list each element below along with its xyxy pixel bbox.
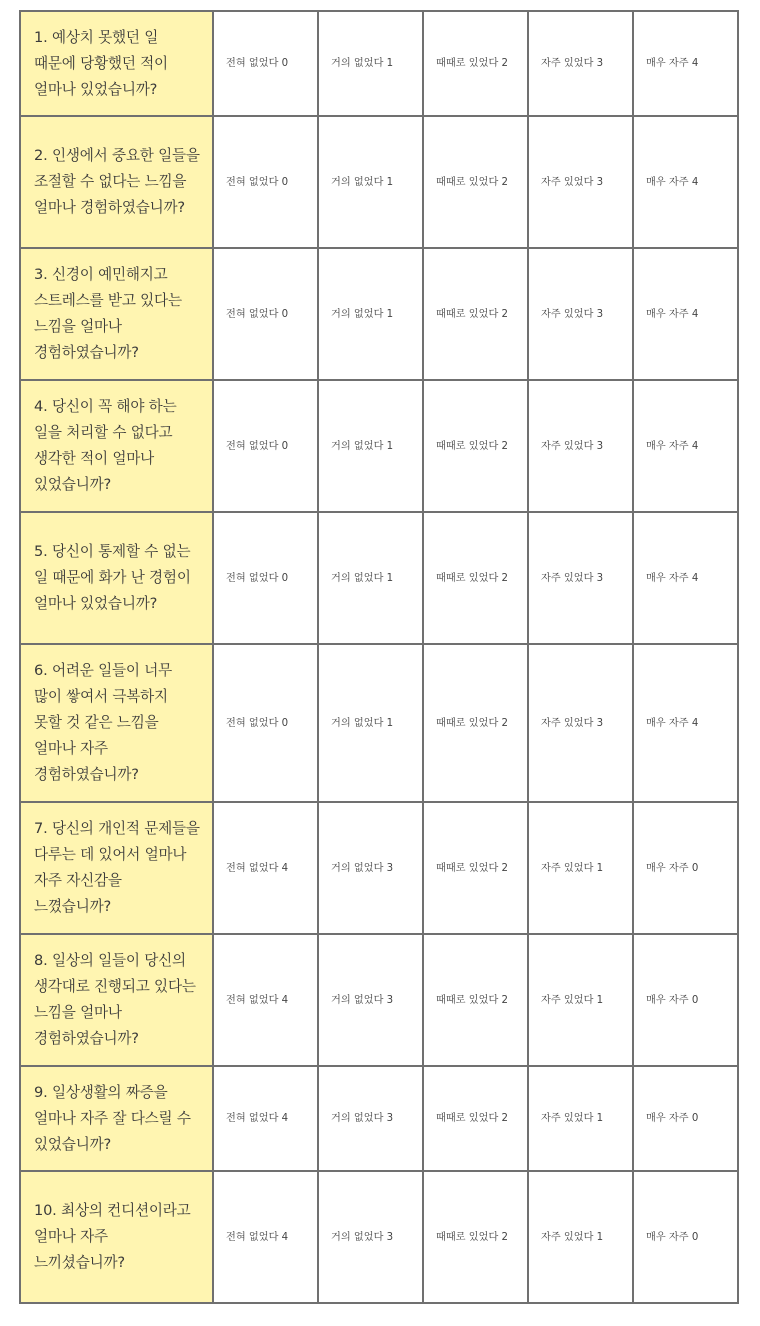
question-text: 6. 어려운 일들이 너무 많이 쌓여서 극복하지 못할 것 같은 느낌을 얼마나 자주 경험하였습니까?: [20, 644, 213, 802]
option-sometimes: 때때로 있었다 2: [423, 934, 528, 1066]
question-row: [20, 802, 738, 934]
question-row: [20, 644, 738, 802]
option-almost-never: 거의 없었다 3: [318, 802, 423, 934]
option-sometimes: 때때로 있었다 2: [423, 1066, 528, 1171]
option-almost-never: 거의 없었다 1: [318, 116, 423, 248]
option-almost-never: 거의 없었다 1: [318, 380, 423, 512]
option-sometimes: 때때로 있었다 2: [423, 248, 528, 380]
option-sometimes: 때때로 있었다 2: [423, 116, 528, 248]
option-never: 전혀 없었다 0: [213, 11, 318, 116]
option-sometimes: 때때로 있었다 2: [423, 802, 528, 934]
stress-scale-table-container: [19, 10, 737, 1304]
option-very-often: 매우 자주 4: [633, 11, 738, 116]
option-never: 전혀 없었다 0: [213, 512, 318, 644]
question-row: [20, 248, 738, 380]
option-very-often: 매우 자주 0: [633, 1066, 738, 1171]
question-row: [20, 380, 738, 512]
option-very-often: 매우 자주 4: [633, 116, 738, 248]
option-never: 전혀 없었다 4: [213, 1171, 318, 1303]
option-fairly-often: 자주 있었다 1: [528, 1066, 633, 1171]
question-text: 4. 당신이 꼭 해야 하는 일을 처리할 수 없다고 생각한 적이 얼마나 있었습니까?: [20, 380, 213, 512]
option-almost-never: 거의 없었다 1: [318, 248, 423, 380]
option-sometimes: 때때로 있었다 2: [423, 1171, 528, 1303]
option-fairly-often: 자주 있었다 3: [528, 248, 633, 380]
question-text: 5. 당신이 통제할 수 없는 일 때문에 화가 난 경험이 얼마나 있었습니까?: [20, 512, 213, 644]
option-fairly-often: 자주 있었다 3: [528, 380, 633, 512]
question-text: 7. 당신의 개인적 문제들을 다루는 데 있어서 얼마나 자주 자신감을 느꼈습니까?: [20, 802, 213, 934]
question-text: 10. 최상의 컨디션이라고 얼마나 자주 느끼셨습니까?: [20, 1171, 213, 1303]
option-never: 전혀 없었다 4: [213, 1066, 318, 1171]
option-very-often: 매우 자주 4: [633, 248, 738, 380]
option-fairly-often: 자주 있었다 1: [528, 934, 633, 1066]
option-fairly-often: 자주 있었다 3: [528, 512, 633, 644]
option-sometimes: 때때로 있었다 2: [423, 512, 528, 644]
question-row: [20, 11, 738, 116]
option-very-often: 매우 자주 4: [633, 380, 738, 512]
option-very-often: 매우 자주 4: [633, 512, 738, 644]
option-never: 전혀 없었다 0: [213, 644, 318, 802]
option-fairly-often: 자주 있었다 3: [528, 11, 633, 116]
option-almost-never: 거의 없었다 1: [318, 644, 423, 802]
option-almost-never: 거의 없었다 1: [318, 11, 423, 116]
option-very-often: 매우 자주 0: [633, 934, 738, 1066]
option-never: 전혀 없었다 0: [213, 116, 318, 248]
option-almost-never: 거의 없었다 3: [318, 1066, 423, 1171]
option-fairly-often: 자주 있었다 1: [528, 802, 633, 934]
option-never: 전혀 없었다 4: [213, 802, 318, 934]
option-never: 전혀 없었다 0: [213, 248, 318, 380]
question-row: [20, 116, 738, 248]
option-sometimes: 때때로 있었다 2: [423, 644, 528, 802]
option-fairly-often: 자주 있었다 1: [528, 1171, 633, 1303]
question-text: 1. 예상치 못했던 일 때문에 당황했던 적이 얼마나 있었습니까?: [20, 11, 213, 116]
option-almost-never: 거의 없었다 3: [318, 934, 423, 1066]
question-text: 2. 인생에서 중요한 일들을 조절할 수 없다는 느낌을 얼마나 경험하였습니까?: [20, 116, 213, 248]
question-row: [20, 1171, 738, 1303]
option-very-often: 매우 자주 0: [633, 1171, 738, 1303]
question-row: [20, 934, 738, 1066]
question-row: [20, 1066, 738, 1171]
option-fairly-often: 자주 있었다 3: [528, 644, 633, 802]
question-text: 8. 일상의 일들이 당신의 생각대로 진행되고 있다는 느낌을 얼마나 경험하였습니까?: [20, 934, 213, 1066]
question-row: [20, 512, 738, 644]
option-fairly-often: 자주 있었다 3: [528, 116, 633, 248]
option-very-often: 매우 자주 4: [633, 644, 738, 802]
option-very-often: 매우 자주 0: [633, 802, 738, 934]
option-almost-never: 거의 없었다 3: [318, 1171, 423, 1303]
stress-scale-table: [19, 10, 739, 1304]
question-text: 9. 일상생활의 짜증을 얼마나 자주 잘 다스릴 수 있었습니까?: [20, 1066, 213, 1171]
question-text: 3. 신경이 예민해지고 스트레스를 받고 있다는 느낌을 얼마나 경험하였습니까?: [20, 248, 213, 380]
option-sometimes: 때때로 있었다 2: [423, 380, 528, 512]
option-almost-never: 거의 없었다 1: [318, 512, 423, 644]
option-never: 전혀 없었다 0: [213, 380, 318, 512]
option-sometimes: 때때로 있었다 2: [423, 11, 528, 116]
option-never: 전혀 없었다 4: [213, 934, 318, 1066]
